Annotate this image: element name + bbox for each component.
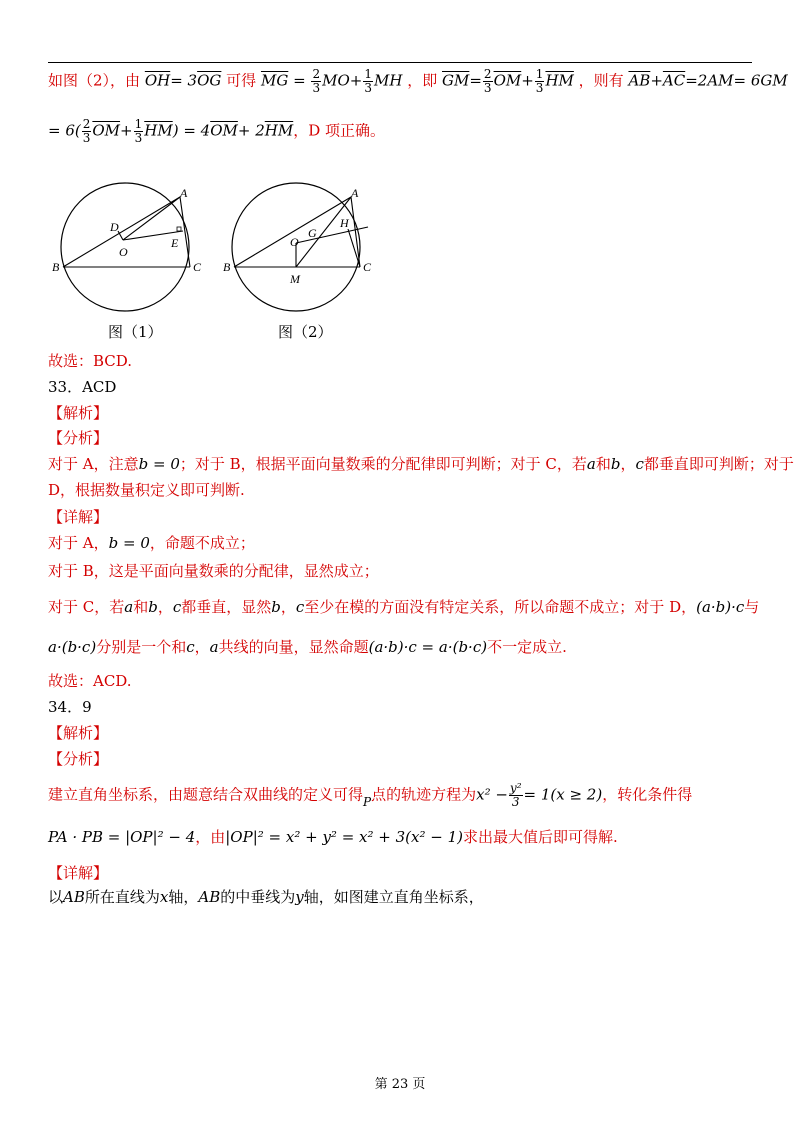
solution-line-1 <box>48 67 788 95</box>
label-b: B <box>223 260 231 274</box>
vector-og: $\overline{OG}$ <box>197 71 222 90</box>
question-34-title: 34．9 <box>48 698 92 716</box>
question-33-title: 33．ACD <box>48 378 117 396</box>
figure-2 <box>223 183 372 311</box>
label-o: O <box>290 235 299 249</box>
vector-hm: $\overline{HM}$ <box>264 121 294 140</box>
label-e: E <box>171 236 179 250</box>
fraction-2-3: $\frac{2}{3}$ <box>483 67 492 95</box>
q33-detail-a: 对于 A，b = 0，命题不成立； <box>48 534 255 552</box>
text: ，则有 <box>578 71 624 90</box>
q33-detail-d: a·(b·c)分别是一个和c，a共线的向量，显然命题(a·b)·c = a·(b·c)不一定成立. <box>48 638 567 656</box>
text: ，即 <box>407 71 438 90</box>
line-oh <box>296 227 368 243</box>
right-angle-e <box>177 227 181 231</box>
label-h: H <box>340 216 349 230</box>
text: + <box>650 71 663 90</box>
vector-om: $\overline{OM}$ <box>493 71 522 90</box>
geometry-figures <box>40 160 380 340</box>
figure-1-caption: 图（1） <box>108 323 163 341</box>
text: + <box>349 71 363 90</box>
figure-2-caption: 图（2） <box>278 323 333 341</box>
q33-analysis-line-1: 对于 A，注意b = 0；对于 B，根据平面向量数乘的分配律即可判断；对于 C，若a和b，c都垂直即可判断；对于 <box>48 455 794 473</box>
top-rule <box>48 62 752 63</box>
text: 如图（2），由 <box>48 71 141 90</box>
vector-oh: $\overline{OH}$ <box>144 71 171 90</box>
text: + <box>521 71 534 90</box>
vector-om: $\overline{OM}$ <box>210 121 238 140</box>
fraction-1-3: $\frac{1}{3}$ <box>134 117 143 145</box>
vector-mo: MO <box>322 71 350 90</box>
fraction-1-3: $\frac{1}{3}$ <box>364 67 372 95</box>
label-d: D <box>110 220 119 234</box>
line-ac <box>180 197 190 267</box>
label-g: G <box>308 226 317 240</box>
fenxi-heading-2: 【分析】 <box>48 750 109 768</box>
text: + 2 <box>237 121 265 140</box>
fraction-2-3: $\frac{2}{3}$ <box>312 67 321 95</box>
vector-hm: $\overline{HM}$ <box>545 71 574 90</box>
solution-line-2 <box>48 118 752 145</box>
text: = 6GM <box>733 71 788 90</box>
text: = <box>469 71 482 90</box>
text: 可得 <box>226 71 257 90</box>
text: ) = 4 <box>172 121 211 140</box>
label-o: O <box>119 245 128 259</box>
q33-detail-c: 对于 C，若a和b，c都垂直，显然b，c至少在模的方面没有特定关系，所以命题不成立；对于 D，(a·b)·c与 <box>48 598 760 616</box>
q34-detail-line-1: 以AB所在直线为x轴，AB的中垂线为y轴，如图建立直角坐标系， <box>48 888 484 906</box>
q34-analysis-line-2: PA · PB = |OP|² − 4，由|OP|² = x² + y² = x² + 3(x² − 1)求出最大值后即可得解. <box>48 828 618 846</box>
line-ma <box>296 197 351 267</box>
vector-om: $\overline{OM}$ <box>92 121 121 140</box>
vector-gm: $\overline{GM}$ <box>442 71 470 90</box>
fraction-2-3: $\frac{2}{3}$ <box>82 117 91 145</box>
figure-1 <box>52 183 202 311</box>
line-oa <box>123 197 180 240</box>
q33-analysis-line-2: D，根据数量积定义即可判断. <box>48 481 245 499</box>
fraction-1-3: $\frac{1}{3}$ <box>535 67 544 95</box>
vector-ab: $\overline{AB}$ <box>628 71 651 90</box>
text: = 3 <box>170 71 198 90</box>
text: = <box>293 71 306 90</box>
label-a: A <box>351 186 359 200</box>
text: ，D 项正确。 <box>293 121 385 140</box>
vector-2am: 2AM <box>697 71 734 90</box>
jiexi-heading: 【解析】 <box>48 404 109 422</box>
vector-mg: $\overline{MG}$ <box>260 71 289 90</box>
label-c: C <box>193 260 202 274</box>
label-c: C <box>363 260 372 274</box>
choice-1: 故选：BCD. <box>48 352 133 370</box>
text: = 6( <box>48 121 81 140</box>
text: + <box>120 121 133 140</box>
q34-analysis-line-1: 建立直角坐标系，由题意结合双曲线的定义可得$_P$点的轨迹方程为x² − $\frac{\text{y²}}{3}$ = 1(x ≥ 2)，转化条件得 <box>48 781 693 809</box>
label-b: B <box>52 260 60 274</box>
vector-ac: $\overline{AC}$ <box>662 71 686 90</box>
vector-mh: MH <box>373 71 403 90</box>
line-ba <box>234 197 351 267</box>
xiangjie-heading: 【详解】 <box>48 508 109 526</box>
label-m: M <box>290 272 300 286</box>
label-a: A <box>180 186 188 200</box>
q33-detail-b: 对于 B，这是平面向量数乘的分配律，显然成立； <box>48 562 379 580</box>
jiexi-heading-2: 【解析】 <box>48 724 109 742</box>
text: = <box>685 71 698 90</box>
xiangjie-heading-2: 【详解】 <box>48 864 109 882</box>
vector-hm: $\overline{HM}$ <box>144 121 173 140</box>
choice-2: 故选：ACD. <box>48 672 132 690</box>
fenxi-heading: 【分析】 <box>48 429 109 447</box>
page-number: 第 23 页 <box>374 1077 426 1092</box>
fraction-y2-3: $\frac{\text{y²}}{3}$ <box>509 781 522 809</box>
